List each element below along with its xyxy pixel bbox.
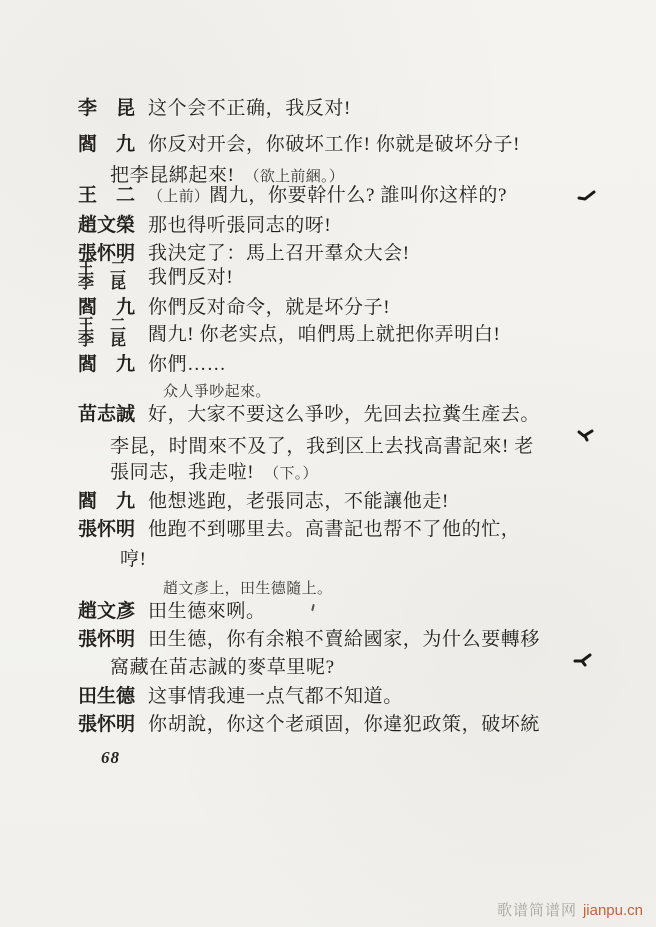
script-line (0, 98, 656, 122)
script-line (0, 714, 656, 738)
speaker-name: 趙文彥 (78, 601, 136, 622)
script-line-continuation (0, 462, 656, 486)
speaker-name: 閻 九 (78, 134, 136, 155)
speaker-name: 苗志誠 (78, 404, 136, 425)
speaker-name: 張怀明 (78, 519, 136, 540)
stage-direction (0, 381, 656, 405)
speaker-name: 趙文榮 (78, 215, 136, 236)
speaker-name-stack (78, 318, 126, 348)
script-line (0, 629, 656, 653)
script-line (0, 185, 656, 209)
dialogue-text: 李昆，时間來不及了，我到区上去找高書記來! 老 (110, 436, 534, 457)
speaker-name: 閻 九 (78, 491, 136, 512)
script-line-continuation (0, 549, 656, 573)
speaker-name: 王 二 (78, 185, 136, 206)
dialogue-text: 我決定了：馬上召开羣众大会! (148, 243, 410, 264)
script-line-continuation (0, 657, 656, 681)
script-line (0, 404, 656, 428)
dialogue-text: 你們…… (148, 354, 227, 375)
stage-aside: （下。） (264, 466, 318, 482)
dialogue-text-main: 張同志，我走啦! (110, 462, 255, 483)
script-line (0, 491, 656, 515)
dialogue-text: 好，大家不要这么爭吵，先回去拉糞生產去。 (148, 404, 541, 425)
dialogue-text: 你們反对命令，就是坏分子! (148, 297, 391, 318)
dialogue-text (148, 185, 507, 208)
speaker-name: 田生德 (78, 686, 136, 707)
watermark (497, 899, 643, 920)
script-line (0, 354, 656, 378)
dialogue-text-main: 閻九，你要幹什么? 誰叫你这样的? (209, 185, 508, 206)
dialogue-text: 这个会不正确，我反对! (148, 98, 351, 119)
ink-mark (573, 652, 593, 667)
script-line (0, 601, 656, 625)
stage-aside: （上前） (148, 189, 210, 205)
stage-aside: （欲上前綑。） (244, 169, 345, 185)
dialogue-text (110, 462, 318, 485)
script-line-joint (0, 318, 656, 352)
watermark-site-url: jianpu.cn (582, 902, 643, 919)
dialogue-text: 田生德，你有余粮不賣給國家，为什么要轉移 (148, 629, 541, 650)
speaker-name: 張怀明 (78, 714, 136, 735)
script-line (0, 215, 656, 239)
dialogue-text: 我們反对! (148, 267, 234, 288)
speaker-name: 王 二 (78, 317, 127, 334)
dialogue-text-main: 把李昆綁起來! (110, 165, 235, 186)
ink-mark (577, 189, 597, 202)
ink-mark (577, 428, 595, 442)
speaker-name: 張怀明 (78, 243, 136, 264)
speaker-name: 李 昆 (78, 98, 136, 119)
script-line-joint (0, 261, 656, 295)
script-line (0, 519, 656, 543)
speaker-name: 閻 九 (78, 354, 136, 375)
speaker-name: 王 二 (78, 260, 127, 277)
dialogue-text: 你反对开会，你破坏工作! 你就是破坏分子! (148, 134, 521, 155)
script-line-continuation (0, 436, 656, 460)
dialogue-text: 他跑不到哪里去。高書記也帮不了他的忙， (148, 519, 521, 540)
script-line (0, 134, 656, 158)
speaker-name: 閻 九 (78, 297, 136, 318)
script-line (0, 686, 656, 710)
dialogue-text: 他想逃跑，老張同志，不能讓他走! (148, 491, 449, 512)
speaker-name: 李 昆 (78, 332, 127, 349)
dialogue-text: 那也得听張同志的呀! (148, 215, 332, 236)
speaker-name: 張怀明 (78, 629, 136, 650)
dialogue-text: 你胡說，你这个老頑固，你違犯政策，破坏統 (148, 714, 541, 735)
stage-direction-text: 趙文彥上，田生德隨上。 (163, 581, 333, 597)
watermark-site-name: 歌谱简谱网 (496, 902, 577, 919)
speaker-name-stack (78, 261, 126, 291)
dialogue-text: 窩藏在苗志誠的麥草里呢? (110, 657, 335, 678)
page-number: 68 (101, 748, 120, 767)
speaker-name: 李 昆 (78, 275, 127, 292)
stage-direction-text: 众人爭吵起來。 (163, 384, 271, 400)
dialogue-text: 閻九! 你老实点，咱們馬上就把你弄明白! (148, 324, 501, 345)
dialogue-text: 田生德來咧。 (148, 601, 266, 622)
dialogue-text: 哼! (120, 549, 147, 570)
stage-direction (0, 578, 656, 602)
dialogue-text: 这事情我連一点气都不知道。 (148, 686, 403, 707)
